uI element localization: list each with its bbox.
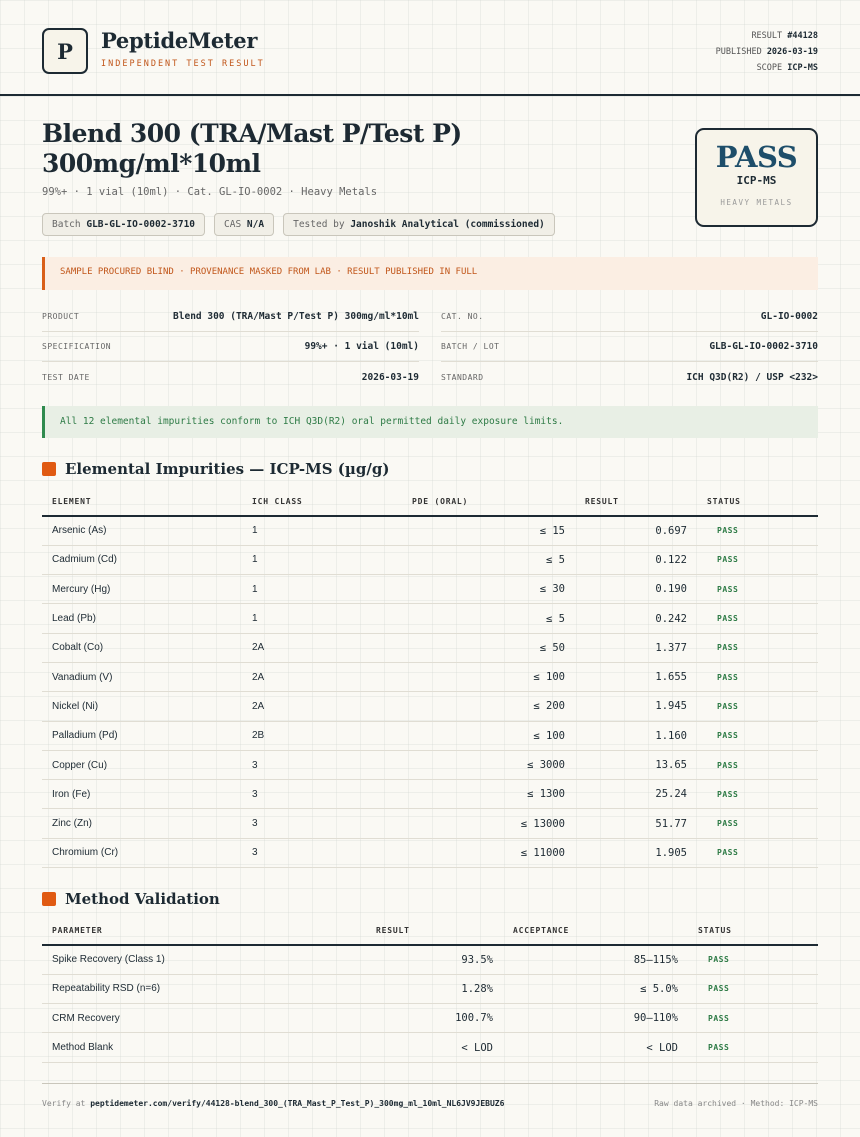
brand-name: PeptideMeter xyxy=(101,28,258,53)
result-cell: 0.122 xyxy=(575,545,697,574)
info-row-spec: SPECIFICATION 99%+ · 1 vial (10ml) xyxy=(42,332,419,362)
result-cell: 1.655 xyxy=(575,662,697,691)
ich-class-cell: 3 xyxy=(242,750,402,779)
ich-class-cell: 3 xyxy=(242,809,402,838)
pde-cell: ≤ 100 xyxy=(402,721,575,750)
status-cell: PASS xyxy=(697,809,818,838)
meta-scope: SCOPE ICP-MS xyxy=(756,63,818,73)
brand-subtitle: INDEPENDENT TEST RESULT xyxy=(101,59,265,69)
ich-class-cell: 2A xyxy=(242,633,402,662)
ich-class-cell: 1 xyxy=(242,575,402,604)
table-row xyxy=(42,516,818,545)
table-row xyxy=(42,662,818,691)
pde-cell: ≤ 5 xyxy=(402,604,575,633)
result-cell: 51.77 xyxy=(575,809,697,838)
report-meta xyxy=(716,28,818,76)
section-marker-icon xyxy=(42,892,56,906)
element-cell: Lead (Pb) xyxy=(42,604,242,633)
archive-note: Raw data archived · Method: ICP-MS xyxy=(654,1099,818,1108)
ich-class-cell: 1 xyxy=(242,545,402,574)
status-cell: PASS xyxy=(697,516,818,545)
element-cell: Iron (Fe) xyxy=(42,780,242,809)
badge-method: ICP-MS xyxy=(736,174,777,187)
tested-by-chip: Tested by Janoshik Analytical (commissioned) xyxy=(283,213,555,236)
ich-class-cell: 3 xyxy=(242,838,402,867)
element-cell: Mercury (Hg) xyxy=(42,575,242,604)
parameter-cell: Repeatability RSD (n=6) xyxy=(42,974,366,1003)
status-cell: PASS xyxy=(697,575,818,604)
status-cell: PASS xyxy=(697,780,818,809)
status-cell: PASS xyxy=(697,604,818,633)
table-row xyxy=(42,750,818,779)
cas-chip: CAS N/A xyxy=(214,213,274,236)
result-cell: 1.945 xyxy=(575,692,697,721)
info-row-test-date: TEST DATE 2026-03-19 xyxy=(42,371,419,383)
verify-line: Verify at peptidemeter.com/verify/44128-blend_300_(TRA_Mast_P_Test_P)_300mg_ml_10ml_NL6JV9JEBUZ6 xyxy=(42,1099,505,1108)
status-cell: PASS xyxy=(688,945,818,974)
info-row-cat: CAT. NO. GL-IO-0002 xyxy=(441,302,818,332)
table-row xyxy=(42,974,818,1003)
element-cell: Palladium (Pd) xyxy=(42,721,242,750)
info-left xyxy=(42,302,419,392)
result-cell: 1.377 xyxy=(575,633,697,662)
result-cell: 0.697 xyxy=(575,516,697,545)
validation-table xyxy=(42,917,818,1063)
parameter-cell: Method Blank xyxy=(42,1033,366,1062)
status-cell: PASS xyxy=(697,545,818,574)
table-header-row: PARAMETER RESULT ACCEPTANCE STATUS xyxy=(42,917,818,945)
table-row xyxy=(42,545,818,574)
status-cell: PASS xyxy=(688,1033,818,1062)
table-row xyxy=(42,780,818,809)
parameter-cell: CRM Recovery xyxy=(42,1004,366,1033)
table-row xyxy=(42,633,818,662)
chip-row xyxy=(42,213,555,236)
result-cell: 0.190 xyxy=(575,575,697,604)
table-row xyxy=(42,1004,818,1033)
table-row xyxy=(42,1033,818,1062)
table-row xyxy=(42,692,818,721)
info-right xyxy=(441,302,818,392)
status-cell: PASS xyxy=(697,750,818,779)
pde-cell: ≤ 50 xyxy=(402,633,575,662)
status-cell: PASS xyxy=(697,721,818,750)
batch-chip: Batch GLB-GL-IO-0002-3710 xyxy=(42,213,205,236)
info-row-standard: STANDARD ICH Q3D(R2) / USP <232> xyxy=(441,371,818,383)
element-cell: Copper (Cu) xyxy=(42,750,242,779)
brand xyxy=(101,28,265,69)
pde-cell: ≤ 15 xyxy=(402,516,575,545)
element-cell: Cadmium (Cd) xyxy=(42,545,242,574)
acceptance-cell: 85–115% xyxy=(503,945,688,974)
impurities-table xyxy=(42,488,818,868)
meta-published: PUBLISHED 2026-03-19 xyxy=(715,47,818,57)
element-cell: Nickel (Ni) xyxy=(42,692,242,721)
element-cell: Vanadium (V) xyxy=(42,662,242,691)
blind-notice: SAMPLE PROCURED BLIND · PROVENANCE MASKED FROM LAB · RESULT PUBLISHED IN FULL xyxy=(42,257,818,290)
table-row xyxy=(42,838,818,867)
info-row-batch: BATCH / LOT GLB-GL-IO-0002-3710 xyxy=(441,332,818,362)
status-cell: PASS xyxy=(697,692,818,721)
element-cell: Arsenic (As) xyxy=(42,516,242,545)
result-cell: 13.65 xyxy=(575,750,697,779)
table-row xyxy=(42,809,818,838)
pde-cell: ≤ 11000 xyxy=(402,838,575,867)
status-cell: PASS xyxy=(697,838,818,867)
result-cell: 1.28% xyxy=(366,974,503,1003)
ich-class-cell: 3 xyxy=(242,780,402,809)
element-cell: Chromium (Cr) xyxy=(42,838,242,867)
table-row xyxy=(42,575,818,604)
ich-class-cell: 2A xyxy=(242,692,402,721)
pde-cell: ≤ 30 xyxy=(402,575,575,604)
header-divider xyxy=(0,94,860,96)
ich-class-cell: 2B xyxy=(242,721,402,750)
table-row xyxy=(42,721,818,750)
page-title: Blend 300 (TRA/Mast P/Test P) 300mg/ml*10ml xyxy=(42,119,462,178)
result-cell: 0.242 xyxy=(575,604,697,633)
ich-class-cell: 1 xyxy=(242,604,402,633)
status-cell: PASS xyxy=(697,662,818,691)
meta-result: RESULT #44128 xyxy=(751,31,818,41)
info-row-product: PRODUCT Blend 300 (TRA/Mast P/Test P) 300mg/ml*10ml xyxy=(42,302,419,332)
result-cell: 25.24 xyxy=(575,780,697,809)
badge-scope: HEAVY METALS xyxy=(720,198,793,207)
result-cell: 1.160 xyxy=(575,721,697,750)
result-cell: 1.905 xyxy=(575,838,697,867)
table-header-row: ELEMENT ICH CLASS PDE (ORAL) RESULT STATUS xyxy=(42,488,818,516)
status-cell: PASS xyxy=(688,1004,818,1033)
section-marker-icon xyxy=(42,462,56,476)
acceptance-cell: 90–110% xyxy=(503,1004,688,1033)
acceptance-cell: ≤ 5.0% xyxy=(503,974,688,1003)
pde-cell: ≤ 200 xyxy=(402,692,575,721)
ich-class-cell: 2A xyxy=(242,662,402,691)
ich-class-cell: 1 xyxy=(242,516,402,545)
pass-badge xyxy=(695,128,818,227)
status-cell: PASS xyxy=(688,974,818,1003)
impurities-body xyxy=(42,516,818,868)
pde-cell: ≤ 5 xyxy=(402,545,575,574)
conformity-notice: All 12 elemental impurities conform to ICH Q3D(R2) oral permitted daily exposure limits. xyxy=(42,406,818,438)
result-cell: 93.5% xyxy=(366,945,503,974)
badge-result: PASS xyxy=(715,140,798,174)
acceptance-cell: < LOD xyxy=(503,1033,688,1062)
pde-cell: ≤ 3000 xyxy=(402,750,575,779)
table-row xyxy=(42,604,818,633)
table-row xyxy=(42,945,818,974)
validation-body xyxy=(42,945,818,1062)
verify-link[interactable]: peptidemeter.com/verify/44128-blend_300_(TRA_Mast_P_Test_P)_300mg_ml_10ml_NL6JV9JEBUZ6 xyxy=(90,1099,505,1108)
validation-heading: Method Validation xyxy=(42,890,220,908)
status-cell: PASS xyxy=(697,633,818,662)
footer-divider xyxy=(42,1083,818,1084)
pde-cell: ≤ 1300 xyxy=(402,780,575,809)
element-cell: Cobalt (Co) xyxy=(42,633,242,662)
pde-cell: ≤ 100 xyxy=(402,662,575,691)
pde-cell: ≤ 13000 xyxy=(402,809,575,838)
result-cell: < LOD xyxy=(366,1033,503,1062)
result-cell: 100.7% xyxy=(366,1004,503,1033)
parameter-cell: Spike Recovery (Class 1) xyxy=(42,945,366,974)
element-cell: Zinc (Zn) xyxy=(42,809,242,838)
impurities-heading: Elemental Impurities — ICP-MS (µg/g) xyxy=(42,460,389,478)
logo-mark: P xyxy=(42,28,88,74)
report-header xyxy=(42,28,818,78)
page-subtitle: 99%+ · 1 vial (10ml) · Cat. GL-IO-0002 · Heavy Metals xyxy=(42,186,378,198)
